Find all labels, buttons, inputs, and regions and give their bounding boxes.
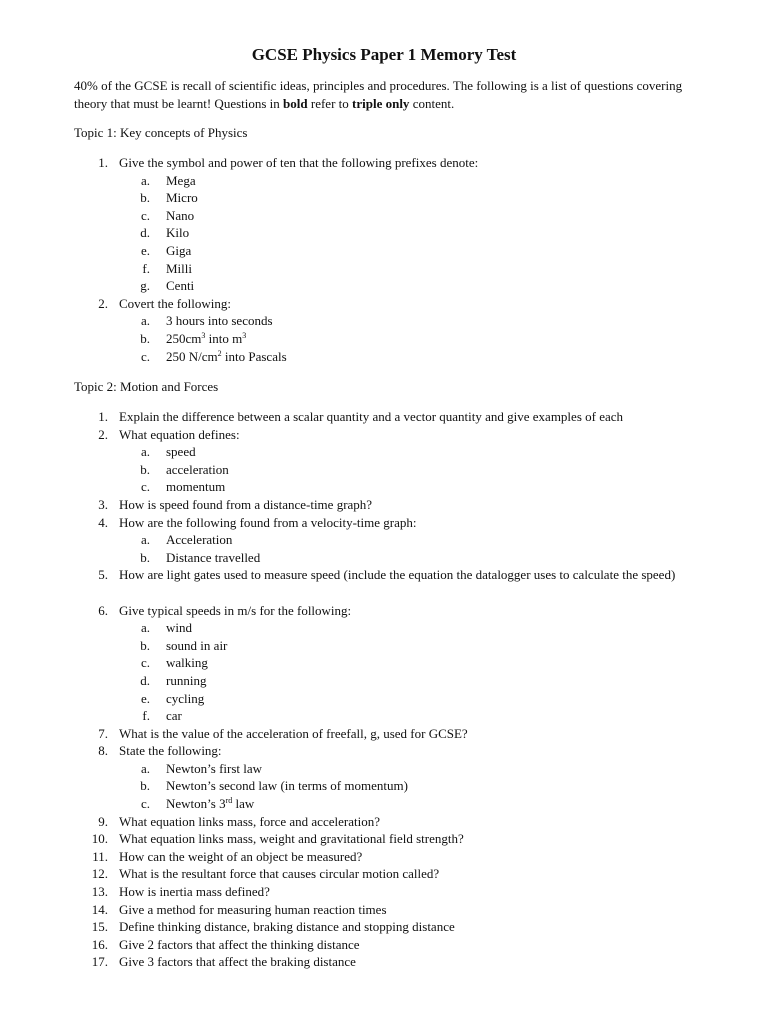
sub-item-text: acceleration: [166, 461, 229, 477]
sub-item-text: Newton’s second law (in terms of momentum): [166, 778, 408, 794]
sub-item: [0, 478, 768, 496]
sub-item-letter: d.: [140, 672, 150, 688]
question-number: 7.: [98, 725, 108, 741]
sub-item-letter: b.: [140, 778, 150, 794]
sub-item-letter: e.: [140, 242, 150, 258]
question-text: Give a method for measuring human reaction times: [119, 901, 387, 917]
question-text: Give the symbol and power of ten that the following prefixes denote:: [119, 155, 479, 170]
intro-paragraph: [74, 77, 714, 112]
question-number: 13.: [91, 884, 108, 900]
text-run: into Pascals: [221, 348, 287, 364]
intro-text: refer to: [307, 95, 353, 111]
question-number: 3.: [98, 496, 108, 512]
question-text: Give 3 factors that affect the braking distance: [119, 954, 356, 970]
question-text: What equation links mass, force and acceleration?: [119, 813, 380, 829]
sub-item-text: Nano: [166, 207, 195, 223]
sub-item: [0, 637, 768, 655]
sub-item: [0, 760, 768, 778]
question-number: 2.: [98, 295, 108, 311]
sub-item-letter: c.: [140, 479, 150, 495]
intro-bold-phrase: triple only: [352, 95, 410, 111]
sub-item-letter: a.: [140, 532, 150, 548]
sub-item-text: Centi: [166, 278, 195, 294]
superscript: 2: [217, 348, 222, 358]
sub-item: [0, 312, 768, 330]
sub-item: [0, 330, 768, 348]
sub-item-letter: f.: [142, 260, 150, 276]
sub-item-text: Milli: [166, 260, 193, 276]
sub-item-letter: b.: [140, 549, 150, 565]
sub-item: [0, 189, 768, 207]
text-run: 250cm: [166, 330, 202, 346]
question-text: Explain the difference between a scalar quantity and a vector quantity and give examples of each: [119, 409, 624, 424]
intro-text: 40% of the GCSE is recall of scientific ideas, principles and procedures. The following is a list of questions covering theory that must be learnt! Questions in: [74, 78, 683, 111]
question-number: 15.: [91, 919, 108, 935]
question-text: How are light gates used to measure speed (include the equation the datalogger uses to calculate the speed): [119, 567, 676, 583]
question-number: 9.: [98, 813, 108, 829]
question-number: 2.: [98, 426, 108, 442]
sub-item: [0, 531, 768, 549]
question-item: [0, 514, 768, 532]
question-number: 16.: [91, 936, 108, 952]
sub-item: [0, 619, 768, 637]
intro-text: content.: [409, 95, 455, 111]
question-text: What is the value of the acceleration of freefall, g, used for GCSE?: [119, 725, 468, 741]
sub-item: [0, 690, 768, 708]
sub-item-text: cycling: [166, 690, 205, 706]
text-run: 250 N/cm: [166, 348, 218, 364]
sub-item: [0, 260, 768, 278]
sub-item-letter: b.: [140, 461, 150, 477]
question-item: [0, 865, 768, 883]
question-item: [0, 408, 768, 426]
sub-item: [0, 348, 768, 366]
sub-item-letter: d.: [140, 225, 150, 241]
sub-item-letter: c.: [140, 655, 150, 671]
question-number: 6.: [98, 602, 108, 618]
question-text: Define thinking distance, braking distance and stopping distance: [119, 919, 455, 935]
sub-item-letter: a.: [140, 620, 150, 636]
question-item: [0, 918, 768, 936]
topic-2-heading: Topic 2: Motion and Forces: [74, 379, 219, 394]
question-text: How is speed found from a distance-time graph?: [119, 496, 373, 512]
question-number: 1.: [98, 409, 108, 424]
sub-item-text: Mega: [166, 172, 196, 188]
question-number: 4.: [98, 514, 108, 530]
sub-item-letter: c.: [140, 796, 150, 812]
sub-item-text: wind: [166, 620, 192, 636]
question-number: 5.: [98, 567, 108, 583]
sub-item: [0, 549, 768, 567]
topic-1-question-list: [0, 154, 768, 365]
question-item: [0, 566, 768, 601]
sub-item-text: Kilo: [166, 225, 190, 241]
text-run: into m: [205, 330, 243, 346]
sub-item-text: [166, 348, 287, 366]
question-text: How is inertia mass defined?: [119, 884, 270, 900]
sub-item: [0, 443, 768, 461]
sub-item: [0, 277, 768, 295]
sub-item-text: Newton’s first law: [166, 760, 263, 776]
sub-item-text: car: [166, 708, 182, 724]
sub-item: [0, 461, 768, 479]
question-text: Covert the following:: [119, 295, 231, 311]
intro-bold-word: bold: [283, 95, 308, 111]
sub-item: [0, 777, 768, 795]
sub-item-text: 3 hours into seconds: [166, 313, 273, 329]
superscript: 3: [201, 330, 206, 340]
question-text: What is the resultant force that causes circular motion called?: [119, 866, 440, 882]
question-text: What equation links mass, weight and gravitational field strength?: [119, 831, 464, 847]
superscript: rd: [225, 796, 233, 806]
question-item: [0, 154, 768, 172]
sub-item-letter: a.: [140, 444, 150, 460]
sub-item: [0, 707, 768, 725]
question-item: [0, 813, 768, 831]
sub-item-letter: b.: [140, 637, 150, 653]
sub-item-letter: c.: [140, 348, 150, 364]
question-number: 10.: [91, 831, 108, 847]
sub-item-text: Micro: [166, 190, 198, 206]
sub-item-text: walking: [166, 655, 208, 671]
text-run: Newton’s 3: [166, 796, 226, 812]
sub-item-letter: f.: [142, 708, 150, 724]
sub-item: [0, 654, 768, 672]
text-run: law: [232, 796, 255, 812]
page-title: GCSE Physics Paper 1 Memory Test: [251, 45, 517, 64]
sub-item: [0, 172, 768, 190]
sub-item: [0, 672, 768, 690]
question-text: How are the following found from a velocity-time graph:: [119, 514, 417, 530]
sub-item: [0, 207, 768, 225]
sub-item-text: [166, 330, 246, 348]
sub-item-letter: a.: [140, 313, 150, 329]
superscript: 3: [242, 330, 247, 340]
sub-item-letter: e.: [140, 690, 150, 706]
topic-1-heading: Topic 1: Key concepts of Physics: [74, 125, 248, 140]
sub-item: [0, 224, 768, 242]
question-item: [0, 295, 768, 313]
question-number: 1.: [98, 155, 108, 170]
question-item: [0, 602, 768, 620]
question-item: [0, 742, 768, 760]
sub-item-letter: b.: [140, 190, 150, 206]
question-text: Give typical speeds in m/s for the following:: [119, 602, 352, 618]
question-number: 12.: [91, 866, 108, 882]
sub-item-text: momentum: [166, 479, 226, 495]
sub-item-letter: c.: [140, 207, 150, 223]
question-item: [0, 953, 768, 971]
question-number: 14.: [91, 901, 108, 917]
question-number: 17.: [91, 954, 108, 970]
question-number: 8.: [98, 743, 108, 759]
question-item: [0, 936, 768, 954]
question-text: What equation defines:: [119, 426, 240, 442]
question-item: [0, 426, 768, 444]
question-item: [0, 830, 768, 848]
sub-item: [0, 242, 768, 260]
question-item: [0, 901, 768, 919]
sub-item-letter: a.: [140, 172, 150, 188]
topic-2-question-list: [0, 408, 768, 971]
sub-item-text: sound in air: [166, 637, 228, 653]
question-item: [0, 725, 768, 743]
question-item: [0, 848, 768, 866]
question-text: Give 2 factors that affect the thinking distance: [119, 936, 360, 952]
sub-item: [0, 795, 768, 813]
sub-item-text: Distance travelled: [166, 549, 261, 565]
sub-item-text: Giga: [166, 242, 192, 258]
sub-item-text: [166, 795, 254, 813]
sub-item-text: speed: [166, 444, 196, 460]
sub-item-text: running: [166, 672, 207, 688]
sub-item-letter: b.: [140, 330, 150, 346]
question-text: State the following:: [119, 743, 222, 759]
sub-item-letter: g.: [140, 278, 150, 294]
sub-item-letter: a.: [140, 760, 150, 776]
question-text: How can the weight of an object be measured?: [119, 848, 363, 864]
question-number: 11.: [92, 848, 108, 864]
sub-item-text: Acceleration: [166, 532, 233, 548]
question-item: [0, 883, 768, 901]
question-item: [0, 496, 768, 514]
